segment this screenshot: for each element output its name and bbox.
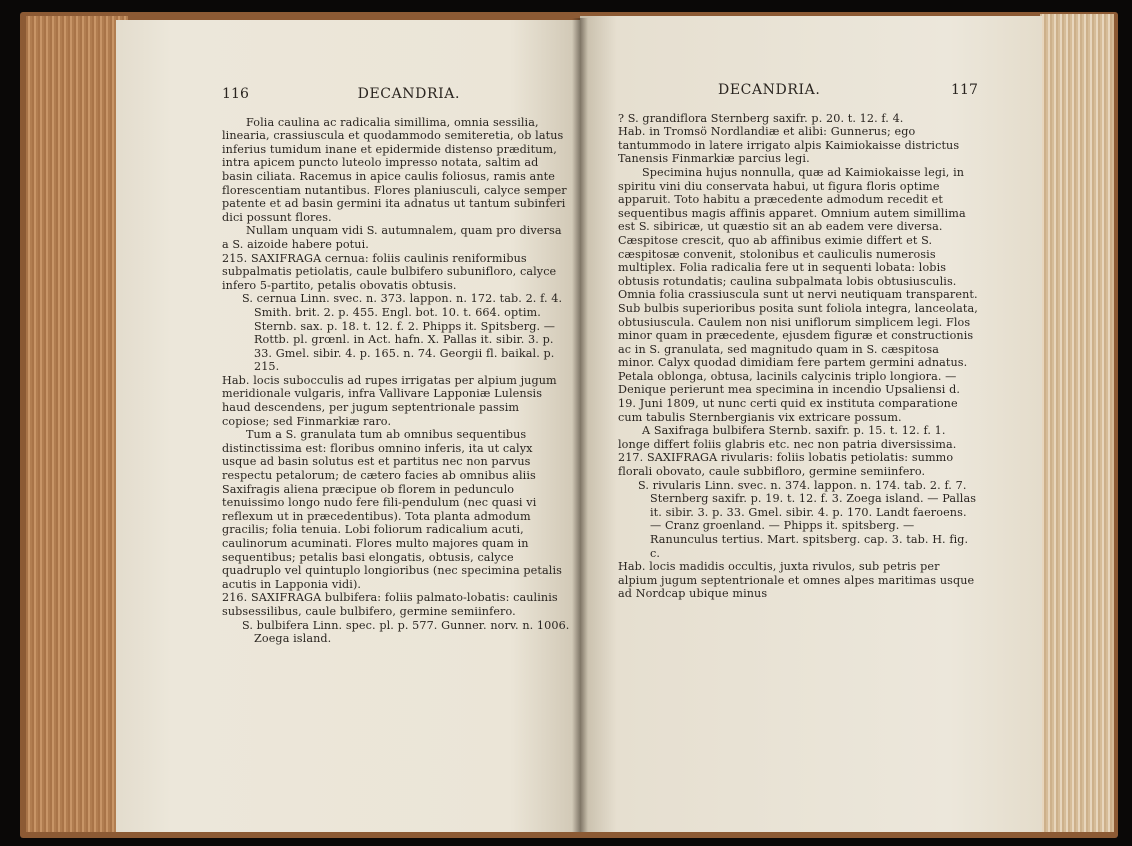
paragraph: Folia caulina ac radicalia simillima, omnia sessilia, linearia, crassiuscula et quodammodo semiteretia, ob latus inferius tumidum inane et epidermide distenso præditum, intra apicem puncto luteolo impresso notata, saltim ad basin ciliata. Racemus in apice caulis foliosus, ramis ante florescentiam nutantibus. Flores planiusculi, calyce semper patente et ad basin germini ita adnatus ut tantum subinferi dici possunt flores. bbox=[222, 115, 567, 224]
left-header bbox=[222, 88, 570, 102]
species-heading: 217. SAXIFRAGA rivularis: foliis lobatis petiolatis: summo florali obovato, caule subbifloro, germine semiinfero. bbox=[618, 451, 954, 479]
left-page-body bbox=[222, 88, 570, 646]
running-head: DECANDRIA. bbox=[357, 86, 460, 102]
page-number: 116 bbox=[222, 86, 250, 102]
species-heading: 216. SAXIFRAGA bulbifera: foliis palmato-lobatis: caulinis subsessilibus, caule bulbifero, germine semiinfero. bbox=[222, 591, 558, 618]
synonymy: S. rivularis Linn. svec. n. 374. lappon. n. 174. tab. 2. f. 7. Sternberg saxifr. p. 19. t. 12. f. 3. Zoega island. — Pallas it. sibir. 3. p. 33. Gmel. sibir. 4. p. 170. Landt faeroens. — Cranz groenland. — Phipps it. spitsberg. — Ranunculus tertius. Mart. spitsberg. cap. 3. tab. H. fig. c. bbox=[638, 478, 977, 560]
running-head: DECANDRIA. bbox=[718, 82, 821, 98]
habitat: Hab. locis madidis occultis, juxta rivulos, sub petris per alpium jugum septentrionale et omnes alpes maritimas usque ad Nordcap ubique minus bbox=[618, 560, 975, 601]
synonymy: ? S. grandiflora Sternberg saxifr. p. 20. t. 12. f. 4. bbox=[618, 111, 904, 125]
left-page bbox=[116, 20, 580, 832]
habitat: Hab. in Tromsö Nordlandiæ et alibi: Gunnerus; ego tantummodo in latere irrigato alpis Kaimiokaisse districtus Tanensis Finmarkiæ parcius legi. bbox=[618, 125, 960, 166]
paragraph: Tum a S. granulata tum ab omnibus sequentibus distinctissima est: floribus omnino inferis, ita ut calyx usque ad basin solutus est et partitus nec non parvus respectu petalorum; de cætero facies ab omnibus aliis Saxifragis aliena præcipue ob florem in pedunculo tenuissimo longo nudo fere fili-pendulum (nec quasi vi reflexum ut in præcedentibus). Tota planta admodum gracilis; folia tenuia. Lobi foliorum radicalium acuti, caulinorum acuminati. Flores multo majores quam in sequentibus; petalis basi elongatis, obtusis, calyce quadruplo vel quintuplo longioribus (nec specimina petalis acutis in Lapponia vidi). bbox=[222, 428, 562, 591]
page-edges-right bbox=[1040, 14, 1114, 832]
synonymy: S. bulbifera Linn. spec. pl. p. 577. Gunner. norv. n. 1006. Zoega island. bbox=[242, 618, 570, 646]
paragraph: Nullam unquam vidi S. autumnalem, quam pro diversa a S. aizoide habere potui. bbox=[222, 224, 562, 251]
right-header bbox=[618, 84, 978, 98]
page-number: 117 bbox=[950, 82, 978, 98]
habitat: Hab. locis subocculis ad rupes irrigatas per alpium jugum meridionale vulgaris, infra Vallivare Lapponiæ Lulensis haud descendens, per jugum septentrionale passim copiose; sed Finmarkiæ raro. bbox=[222, 373, 557, 428]
right-page bbox=[580, 16, 1042, 832]
book-gutter bbox=[572, 18, 588, 832]
page-edges-left bbox=[26, 16, 128, 832]
paragraph: A Saxifraga bulbifera Sternb. saxifr. p. 15. t. 12. f. 1. longe differt foliis glabris etc. nec non patria diversissima. bbox=[618, 424, 957, 451]
right-page-body bbox=[618, 84, 978, 601]
synonymy: S. cernua Linn. svec. n. 373. lappon. n. 172. tab. 2. f. 4. Smith. brit. 2. p. 455. Engl. bot. 10. t. 664. optim. Sternb. sax. p. 18. t. 12. f. 2. Phipps it. Spitsberg. — Rottb. pl. grœnl. in Act. hafn. X. Pallas it. sibir. 3. p. 33. Gmel. sibir. 4. p. 165. n. 74. Georgii fl. baikal. p. 215. bbox=[242, 292, 563, 374]
paragraph: Specimina hujus nonnulla, quæ ad Kaimiokaisse legi, in spiritu vini diu conservata habui, ut figura floris optime apparuit. Toto habitu a præcedente admodum recedit et sequentibus magis affinis apparet. Omnium autem simillima est S. sibiricæ, ut quæstio sit an ab eadem vere diversa. Cæspitose crescit, quo ab affinibus eximie differt et S. cæspitosæ convenit, stolonibus et cauliculis numerosis multiplex. Folia radicalia fere ut in sequenti lobata: lobis obtusis rotundatis; caulina subpalmata lobis obtusiusculis. Omnia folia crassiuscula sunt ut nervi neutiquam transparent. Sub bulbis superioribus posita sunt foliola integra, lanceolata, obtusiuscula. Caulem non nisi uniflorum simplicem legi. Flos minor quam in præcedente, ejusdem figuræ et constructionis ac in S. granulata, sed magnitudo quam in S. cæspitosa minor. Calyx quodad dimidiam fere partem germini adnatus. Petala oblonga, obtusa, lacinils calycinis triplo longiora. — Denique perierunt mea specimina in incendio Upsaliensi d. 19. Juni 1809, ut nunc certi quid ex instituta comparatione cum tabulis Sternbergianis vix extricare possum. bbox=[618, 165, 978, 424]
species-heading: 215. SAXIFRAGA cernua: foliis caulinis reniformibus subpalmatis petiolatis, caule bulbifero subunifloro, calyce infero 5-partito, petalis obovatis obtusis. bbox=[222, 251, 557, 292]
